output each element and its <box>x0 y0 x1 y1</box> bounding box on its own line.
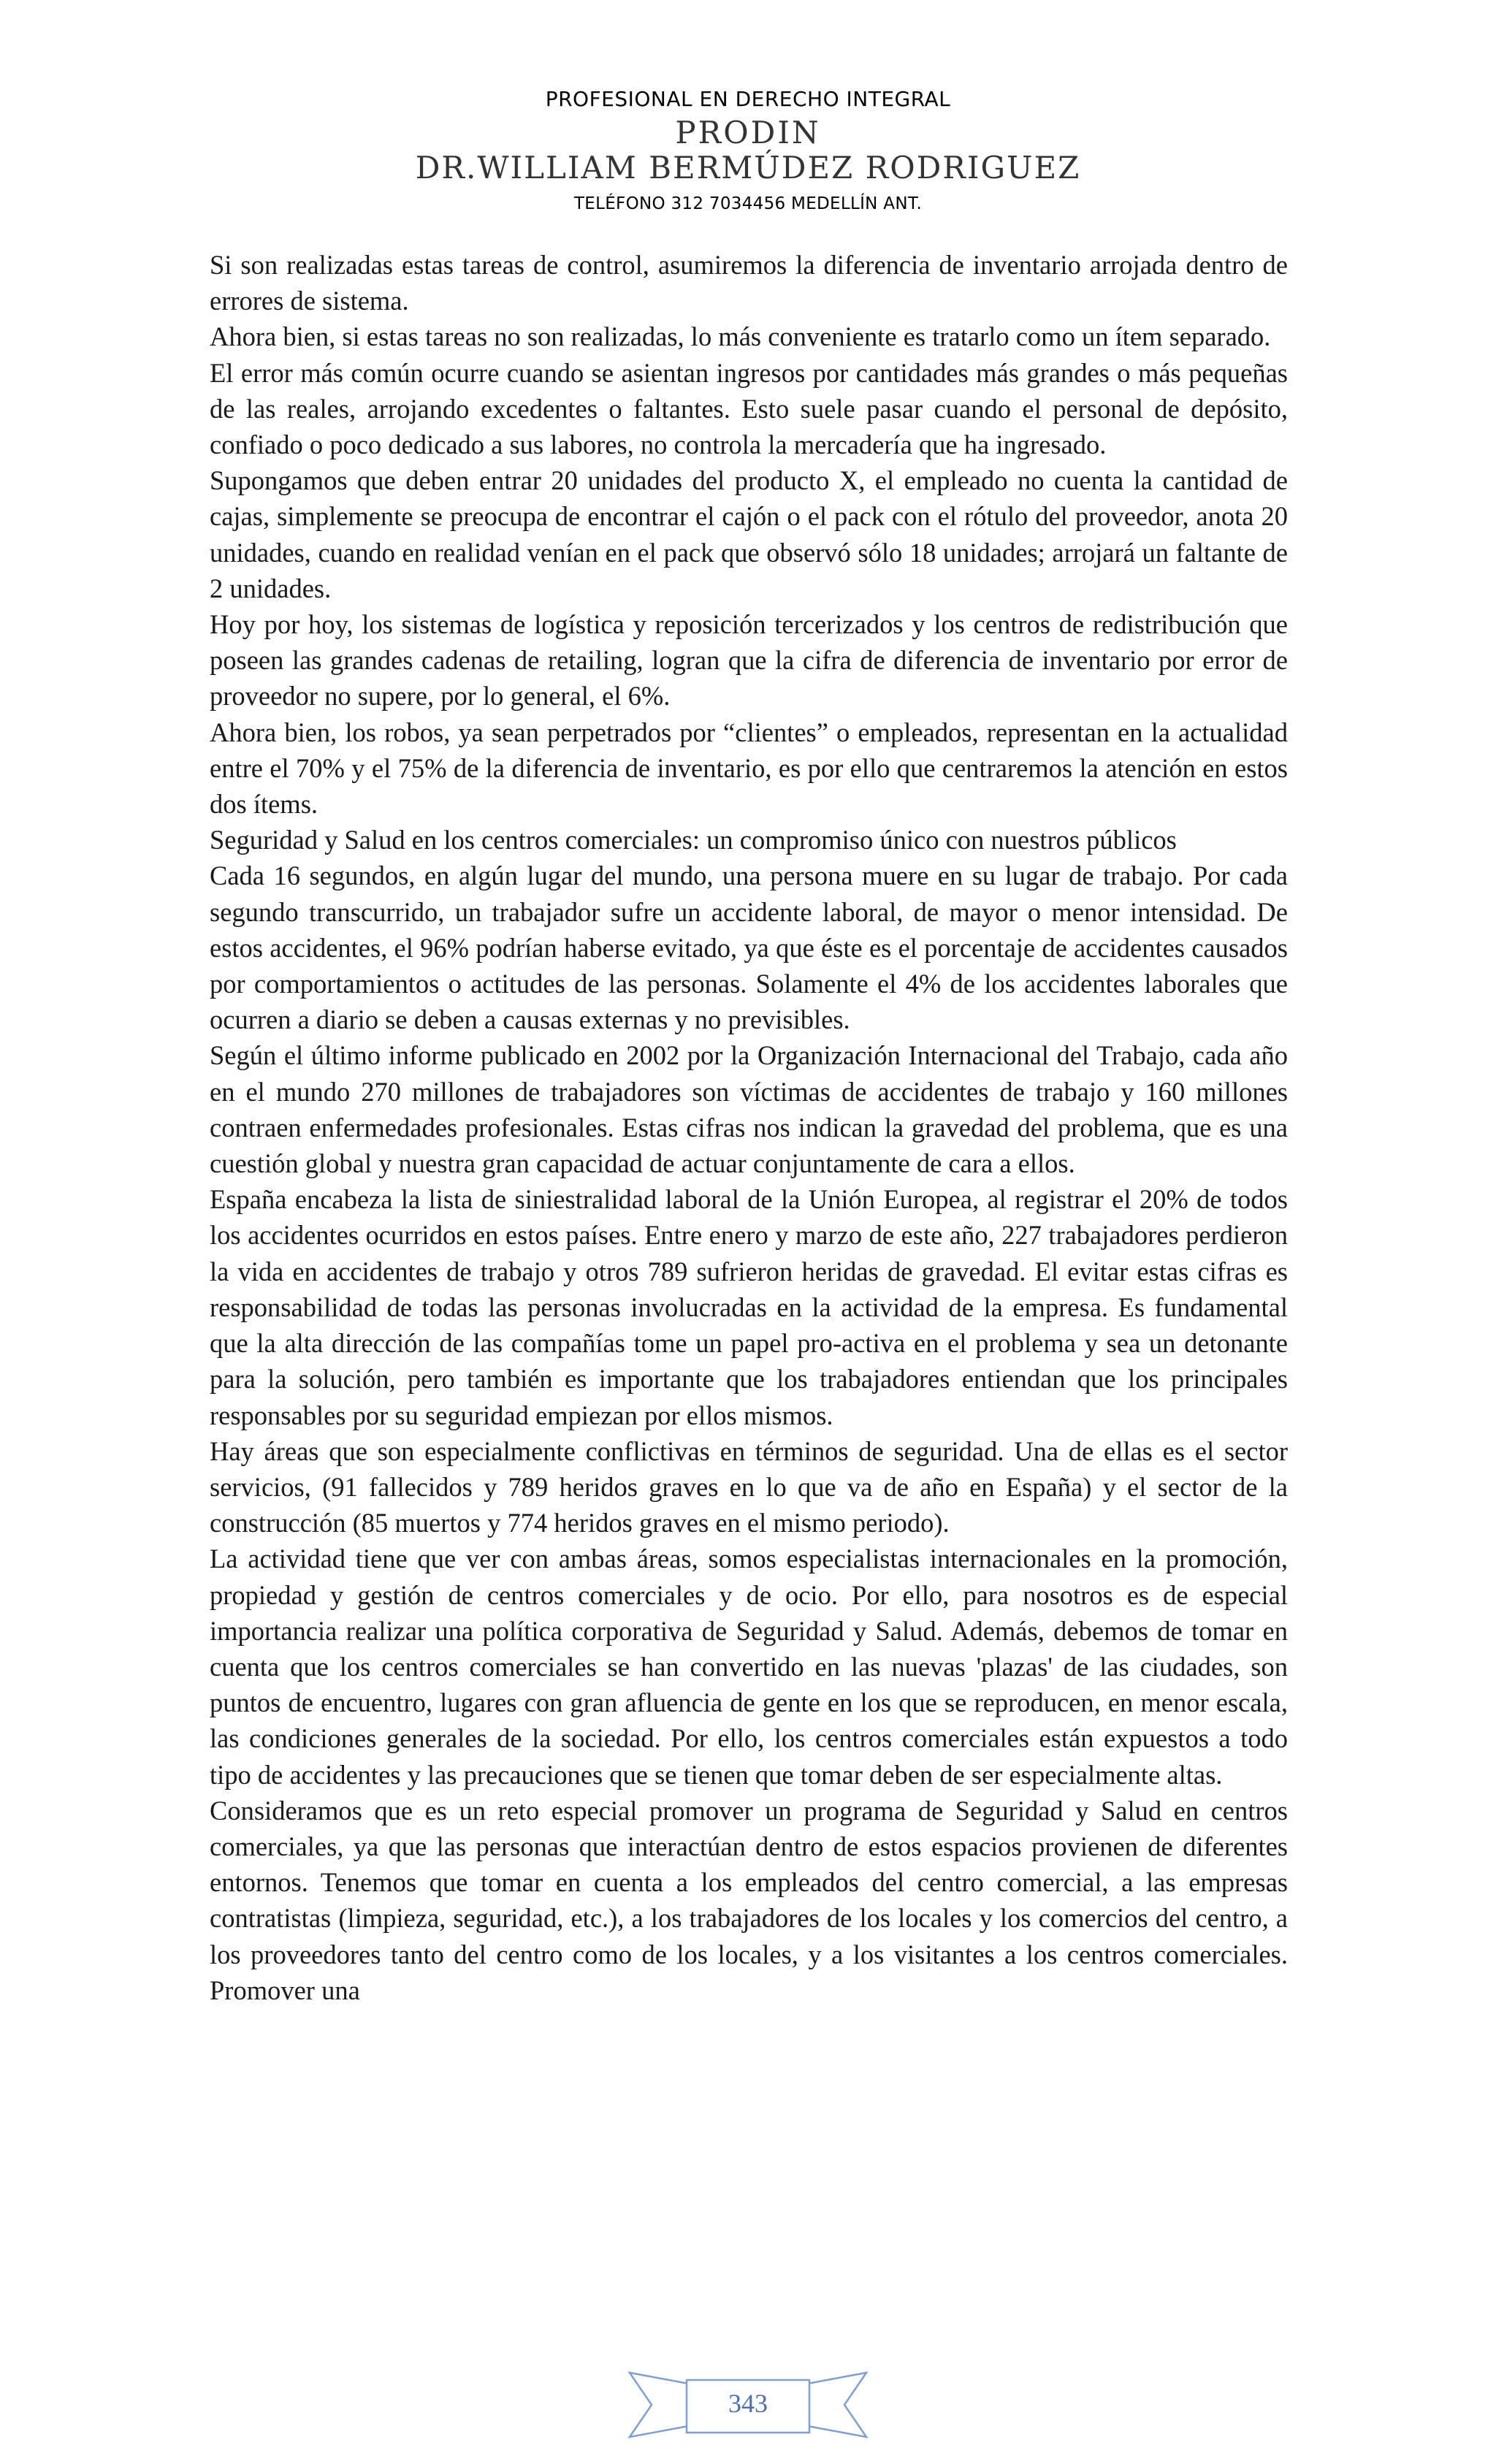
body-text <box>210 247 1288 2008</box>
paragraph: El error más común ocurre cuando se asientan ingresos por cantidades más grandes o más pequeñas de las reales, arrojando excedentes o faltantes. Esto suele pasar cuando el personal de depósito, confiado o poco dedicado a sus labores, no controla la mercadería que ha ingresado. <box>210 357 1288 460</box>
paragraph: Cada 16 segundos, en algún lugar del mundo, una persona muere en su lugar de trabajo. Por cada segundo transcurrido, un trabajador sufre un accidente laboral, de mayor o menor intensidad. De estos accidentes, el 96% podrían haberse evitado, ya que éste es el porcentaje de accidentes causados por comportamientos o actitudes de las personas. Solamente el 4% de los accidentes laborales que ocurren a diario se deben a causas externas y no previsibles. <box>210 861 1288 1035</box>
paragraph: La actividad tiene que ver con ambas áreas, somos especialistas internacionales en la promoción, propiedad y gestión de centros comerciales y de ocio. Por ello, para nosotros es de especial importancia realizar una política corporativa de Seguridad y Salud. Además, debemos de tomar en cuenta que los centros comerciales se han convertido en las nuevas 'plazas' de las ciudades, son puntos de encuentro, lugares con gran afluencia de gente en los que se reproducen, en menor escala, las condiciones generales de la sociedad. Por ello, los centros comerciales están expuestos a todo tipo de accidentes y las precauciones que se tienen que tomar deben de ser especialmente altas. <box>210 1544 1288 1790</box>
section-heading: Seguridad y Salud en los centros comerciales: un compromiso único con nuestros públicos <box>210 825 1177 855</box>
header-brand: PRODIN <box>675 115 821 150</box>
header-profession: PROFESIONAL EN DERECHO INTEGRAL <box>545 87 951 111</box>
paragraph: Según el último informe publicado en 2002 por la Organización Internacional del Trabajo, cada año en el mundo 270 millones de trabajadores son víctimas de accidentes de trabajo y 160 millones contraen enfermedades profesionales. Estas cifras nos indican la gravedad del problema, que es una cuestión global y nuestra gran capacidad de actuar conjuntamente de cara a ellos. <box>210 1040 1288 1179</box>
page-footer <box>0 2362 1496 2443</box>
header-phone: TELÉFONO 312 7034456 MEDELLÍN ANT. <box>573 194 923 213</box>
paragraph: Ahora bien, los robos, ya sean perpetrados por “clientes” o empleados, representan en la actualidad entre el 70% y el 75% de la diferencia de inventario, es por ello que centraremos la atención en estos dos ítems. <box>210 717 1288 820</box>
paragraph: Supongamos que deben entrar 20 unidades del producto X, el empleado no cuenta la cantidad de cajas, simplemente se preocupa de encontrar el cajón o el pack con el rótulo del proveedor, anota 20 unidades, cuando en realidad venían en el pack que observó sólo 18 unidades; arrojará un faltante de 2 unidades. <box>210 465 1288 603</box>
header-author: DR.WILLIAM BERMÚDEZ RODRIGUEZ <box>415 150 1081 186</box>
page-number: 343 <box>728 2389 768 2418</box>
paragraph: España encabeza la lista de siniestralidad laboral de la Unión Europea, al registrar el 20% de todos los accidentes ocurridos en estos países. Entre enero y marzo de este año, 227 trabajadores perdieron la vida en accidentes de trabajo y otros 789 sufrieron heridas de gravedad. El evitar estas cifras es responsabilidad de todas las personas involucradas en la actividad de la empresa. Es fundamental que la alta dirección de las compañías tome un papel pro-activa en el problema y sea un detonante para la solución, pero también es importante que los trabajadores entiendan que los principales responsables por su seguridad empiezan por ellos mismos. <box>210 1184 1288 1430</box>
paragraph: Si son realizadas estas tareas de control, asumiremos la diferencia de inventario arrojada dentro de errores de sistema. <box>210 250 1288 316</box>
paragraph: Hoy por hoy, los sistemas de logística y reposición tercerizados y los centros de redistribución que poseen las grandes cadenas de retailing, logran que la cifra de diferencia de inventario por error de proveedor no supere, por lo general, el 6%. <box>210 609 1288 712</box>
paragraph: Hay áreas que son especialmente conflictivas en términos de seguridad. Una de ellas es el sector servicios, (91 fallecidos y 789 heridos graves en lo que va de año en España) y el sector de la construcción (85 muertos y 774 heridos graves en el mismo periodo). <box>210 1435 1288 1538</box>
paragraph: Consideramos que es un reto especial promover un programa de Seguridad y Salud en centros comerciales, ya que las personas que interactúan dentro de estos espacios provienen de diferentes entornos. Tenemos que tomar en cuenta a los empleados del centro comercial, a las empresas contratistas (limpieza, seguridad, etc.), a los trabajadores de los locales y los comercios del centro, a los proveedores tanto del centro como de los locales, y a los visitantes a los centros comerciales. Promover una <box>210 1795 1288 2005</box>
paragraph: Ahora bien, si estas tareas no son realizadas, lo más conveniente es tratarlo como un ítem separado. <box>210 321 1271 352</box>
